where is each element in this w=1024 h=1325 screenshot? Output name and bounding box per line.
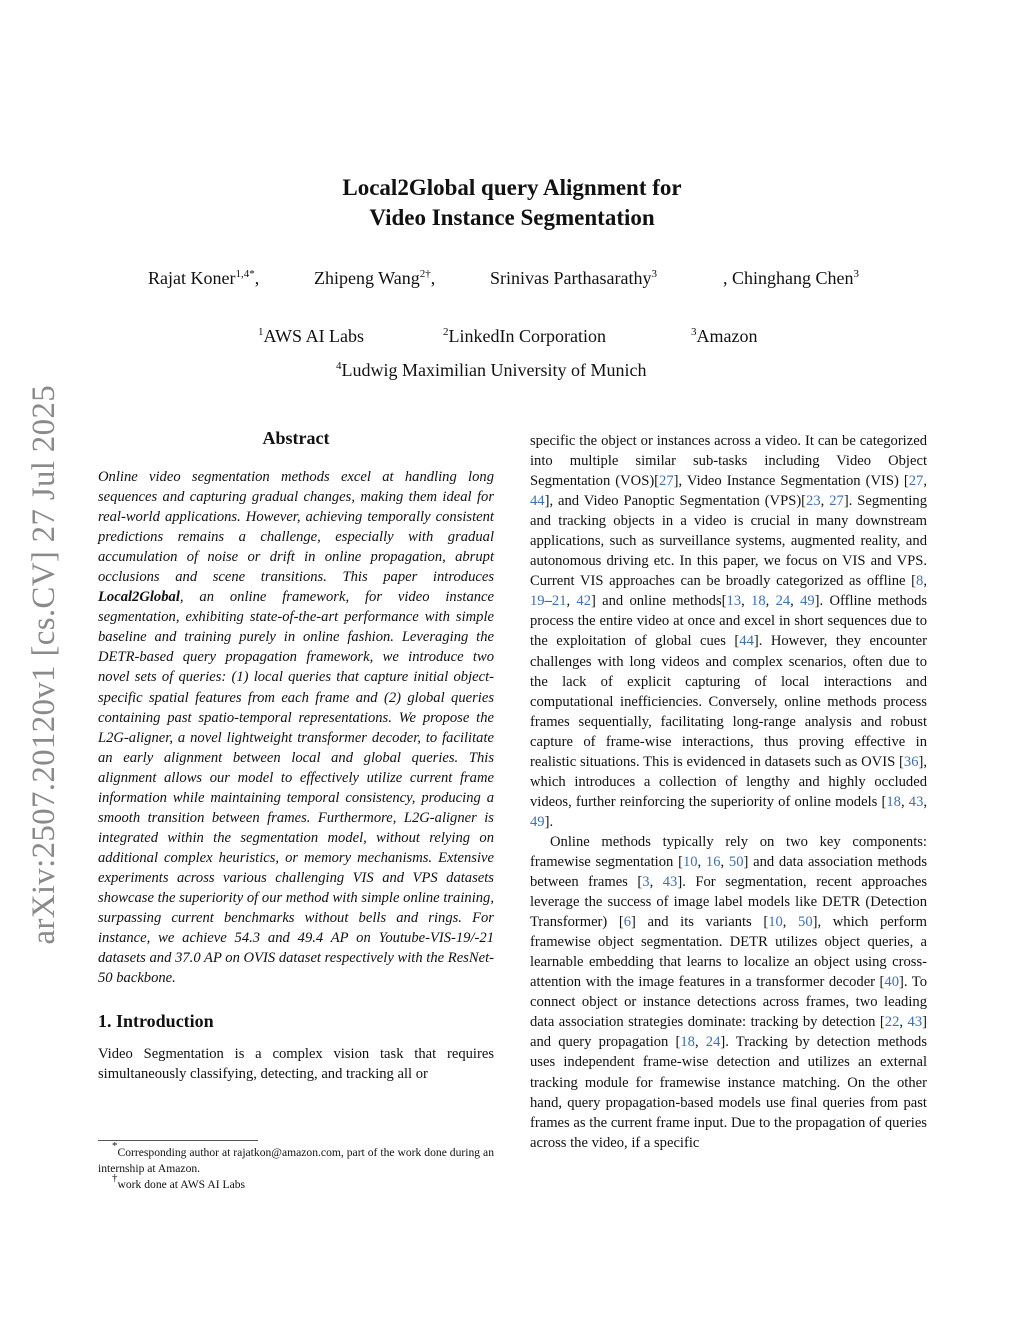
body-text-segment: ,: [900, 793, 909, 810]
title-line-2: Video Instance Segmentation: [369, 205, 655, 230]
footnote-text: work done at AWS AI Labs: [117, 1178, 246, 1191]
citation-link[interactable]: 43: [908, 793, 924, 810]
right-column: [530, 431, 927, 1153]
abstract-text: [98, 467, 494, 988]
author-1: [148, 268, 259, 289]
body-text-segment: ]. Tracking by detection methods uses independent frame-wise detection and utilizes an external tracking module for framewise instance matching. On the other hand, query propagation-based models use final queries from past frames as the current frame input. Due to the propagation of queries across the video, if a specific: [530, 1034, 928, 1151]
affiliation-4: [336, 360, 646, 381]
body-text-segment: ]. To connect object or instance detections across frames, two leading data association strategies dominate: tracking by detection [: [530, 974, 927, 1031]
body-text-segment: ,: [765, 593, 776, 610]
body-text-segment: ,: [566, 593, 577, 610]
citation-link[interactable]: 43: [907, 1014, 923, 1031]
citation-link[interactable]: 27: [829, 493, 844, 510]
abstract-heading: Abstract: [262, 428, 330, 448]
citation-link[interactable]: 43: [662, 874, 678, 891]
citation-link[interactable]: 42: [576, 593, 591, 610]
abstract-text-part: , an online framework, for video instance segmentation, exhibiting state-of-the-art performance with simple baseline and training purely in online fashion. Leveraging the DETR-based query propagation framework, we introduce two novel sets of queries: (1) local queries that capture initial object-specific spatial features from each frame and (2) global queries containing past spatio-temporal representations. We propose the L2G-aligner, a novel lightweight transformer decoder, to facilitate an early alignment between local and global queries. This alignment allows our model to effectively utilize current frame information while maintaining temporal consistency, producing a smooth transition between frames. Furthermore, L2G-aligner is integrated within the segmentation model, without relying on additional complex heuristics, or memory mechanisms. Extensive experiments across various challenging VIS and VPS datasets showcase the superiority of our method with simple online training, surpassing current benchmarks without bells and rings. For instance, we achieve 54.3 and 49.4 AP on Youtube-VIS-19/-21 datasets and 37.0 AP on OVIS dataset respectively with the ResNet-50 backbone.: [98, 589, 494, 987]
body-text-segment: –: [544, 593, 552, 610]
body-text-segment: ] and online methods[: [591, 593, 727, 610]
body-text-segment: ,: [923, 793, 928, 810]
abstract-text-part: Online video segmentation methods excel at handling long sequences and capturing gradual changes, making them ideal for real-world applications. However, achieving temporally consistent predictions remains a challenge, especially with gradual accumulation of noise or drift in online propagation, abrupt occlusions and scene transitions. This paper introduces: [98, 469, 494, 586]
citation-link[interactable]: 50: [798, 914, 813, 931]
author-marks: 2†: [419, 268, 431, 280]
affiliation-mark: 1: [258, 326, 264, 338]
intro-paragraph-1: [530, 431, 927, 832]
citation-link[interactable]: 23: [806, 493, 821, 510]
body-text-segment: ]. Segmenting and tracking objects in a video is crucial in many downstream applications, such as surveillance systems, augmented reality, and autonomous driving etc. In this paper, we focus on VIS and VPS. Current VIS approaches can be broadly categorized as offline [: [530, 493, 927, 590]
citation-link[interactable]: 6: [623, 914, 632, 931]
author-separator: ,: [430, 268, 436, 288]
footnote-mark: *: [112, 1140, 118, 1152]
author-marks: 3: [651, 268, 657, 280]
author-marks: 1,4*: [235, 268, 255, 280]
body-text-segment: ], which introduces a collection of lengthy and highly occluded videos, further reinforcing the superiority of online models [: [530, 753, 927, 810]
body-text-segment: ,: [649, 874, 663, 891]
affiliation-name: LinkedIn Corporation: [448, 326, 606, 346]
method-name: Local2Global: [98, 589, 180, 606]
body-text-segment: ], and Video Panoptic Segmentation (VPS)[: [544, 493, 807, 510]
body-text-segment: ,: [790, 593, 801, 610]
intro-paragraph-start: Video Segmentation is a complex vision task that requires simultaneously classifying, detecting, and tracking all or: [98, 1046, 494, 1083]
citation-link[interactable]: 18: [680, 1034, 695, 1051]
affiliation-mark: 3: [691, 326, 697, 338]
body-text-segment: ,: [697, 853, 706, 870]
affiliation-name: AWS AI Labs: [263, 326, 365, 346]
affiliation-1: [258, 326, 364, 347]
paper-title: [0, 173, 1024, 233]
affiliation-2: [443, 326, 606, 347]
citation-link[interactable]: 49: [530, 813, 545, 830]
body-text-segment: Online methods typically rely on two key components: framewise segmentation [: [530, 833, 927, 870]
citation-link[interactable]: 10: [768, 914, 783, 931]
citation-link[interactable]: 49: [800, 593, 815, 610]
author-3: [490, 268, 657, 289]
affiliation-name: Ludwig Maximilian University of Munich: [341, 360, 647, 380]
affiliation-name: Amazon: [696, 326, 758, 346]
body-text-segment: ] and data association methods between frames [: [530, 853, 927, 891]
title-line-1: Local2Global query Alignment for: [342, 175, 682, 200]
body-text-segment: ,: [720, 853, 729, 870]
footnote-aws: [98, 1172, 494, 1193]
body-text-segment: ] and query propagation [: [530, 1014, 927, 1051]
citation-link[interactable]: 40: [884, 974, 900, 991]
citation-link[interactable]: 50: [728, 853, 744, 870]
affiliation-mark: 4: [336, 360, 342, 372]
author-name: Rajat Koner: [148, 268, 236, 288]
citation-link[interactable]: 18: [886, 793, 901, 810]
footnotes: [98, 1140, 494, 1193]
footnote-divider: [98, 1140, 258, 1141]
body-text-segment: ,: [782, 914, 799, 931]
body-text-segment: ] and its variants [: [631, 914, 769, 931]
citation-link[interactable]: 22: [884, 1014, 900, 1031]
citation-link[interactable]: 44: [739, 633, 754, 650]
citation-link[interactable]: 24: [705, 1034, 721, 1051]
body-text-segment: ], Video Instance Segmentation (VIS) [: [673, 473, 909, 490]
citation-link[interactable]: 27: [908, 473, 924, 490]
body-text-segment: ]. Offline methods process the entire video at once and excel in short sequences due to the exploitation of global cues [: [530, 593, 928, 650]
body-text-segment: ,: [923, 573, 927, 590]
author-name: Zhipeng Wang: [314, 268, 420, 288]
arxiv-identifier-stamp: [20, 380, 68, 950]
body-text-segment: ], which perform framewise object segmentation. DETR utilizes object queries, a learnable embedding that learns to localize an object using cross-attention with the image features in a transformer decoder [: [530, 914, 927, 991]
body-text-segment: ,: [741, 593, 752, 610]
citation-link[interactable]: 16: [705, 853, 721, 870]
citation-link[interactable]: 10: [682, 853, 698, 870]
section-heading-introduction: 1. Introduction: [98, 1011, 214, 1032]
citation-link[interactable]: 3: [642, 874, 650, 891]
left-column: [98, 428, 494, 1084]
author-4: [723, 268, 859, 289]
intro-paragraph-2: [530, 832, 927, 1153]
citation-link[interactable]: 36: [903, 753, 919, 770]
body-text-segment: ].: [544, 813, 554, 830]
author-name: Srinivas Parthasarathy: [490, 268, 652, 288]
citation-link[interactable]: 44: [530, 493, 545, 510]
body-text-segment: ]. For segmentation, recent approaches leverage the success of image label models like DETR (Detection Transformer) [: [530, 874, 928, 931]
body-text-segment: ,: [923, 473, 927, 490]
citation-link[interactable]: 18: [751, 593, 766, 610]
footnote-corresponding-author: [98, 1140, 494, 1177]
arxiv-identifier-text: arXiv:2507.20120v1 [cs.CV] 27 Jul 2025: [25, 385, 62, 945]
citation-link[interactable]: 24: [775, 593, 791, 610]
author-name: , Chinghang Chen: [723, 268, 854, 288]
citation-link[interactable]: 27: [659, 473, 674, 490]
body-text-segment: ,: [694, 1034, 706, 1051]
author-marks: 3: [853, 268, 859, 280]
citation-link[interactable]: 21: [551, 593, 567, 610]
body-text-segment: ,: [820, 493, 830, 510]
body-text-segment: ,: [899, 1014, 908, 1031]
footnote-mark: †: [112, 1172, 118, 1184]
body-text-segment: ]. However, they encounter challenges with long videos and complex scenarios, often due to the lack of explicit capturing of local interactions and computational inefficiencies. Conversely, online methods process frames sequentially, facilitating long-range analysis and robust capture of frame-wise interactions, thus proving effective in realistic situations. This is evidenced in datasets such as OVIS [: [530, 633, 927, 770]
affiliation-3: [691, 326, 757, 347]
citation-link[interactable]: 13: [726, 593, 742, 610]
footnote-text: Corresponding author at rajatkon@amazon.com, part of the work done during an internship at Amazon.: [98, 1146, 494, 1175]
citation-link[interactable]: 8: [916, 573, 924, 590]
author-2: [314, 268, 435, 289]
affiliation-mark: 2: [443, 326, 449, 338]
citation-link[interactable]: 19: [530, 593, 545, 610]
body-text-segment: specific the object or instances across a video. It can be categorized into multiple similar sub-tasks including Video Object Segmentation (VOS)[: [530, 433, 927, 490]
author-separator: ,: [254, 268, 260, 288]
